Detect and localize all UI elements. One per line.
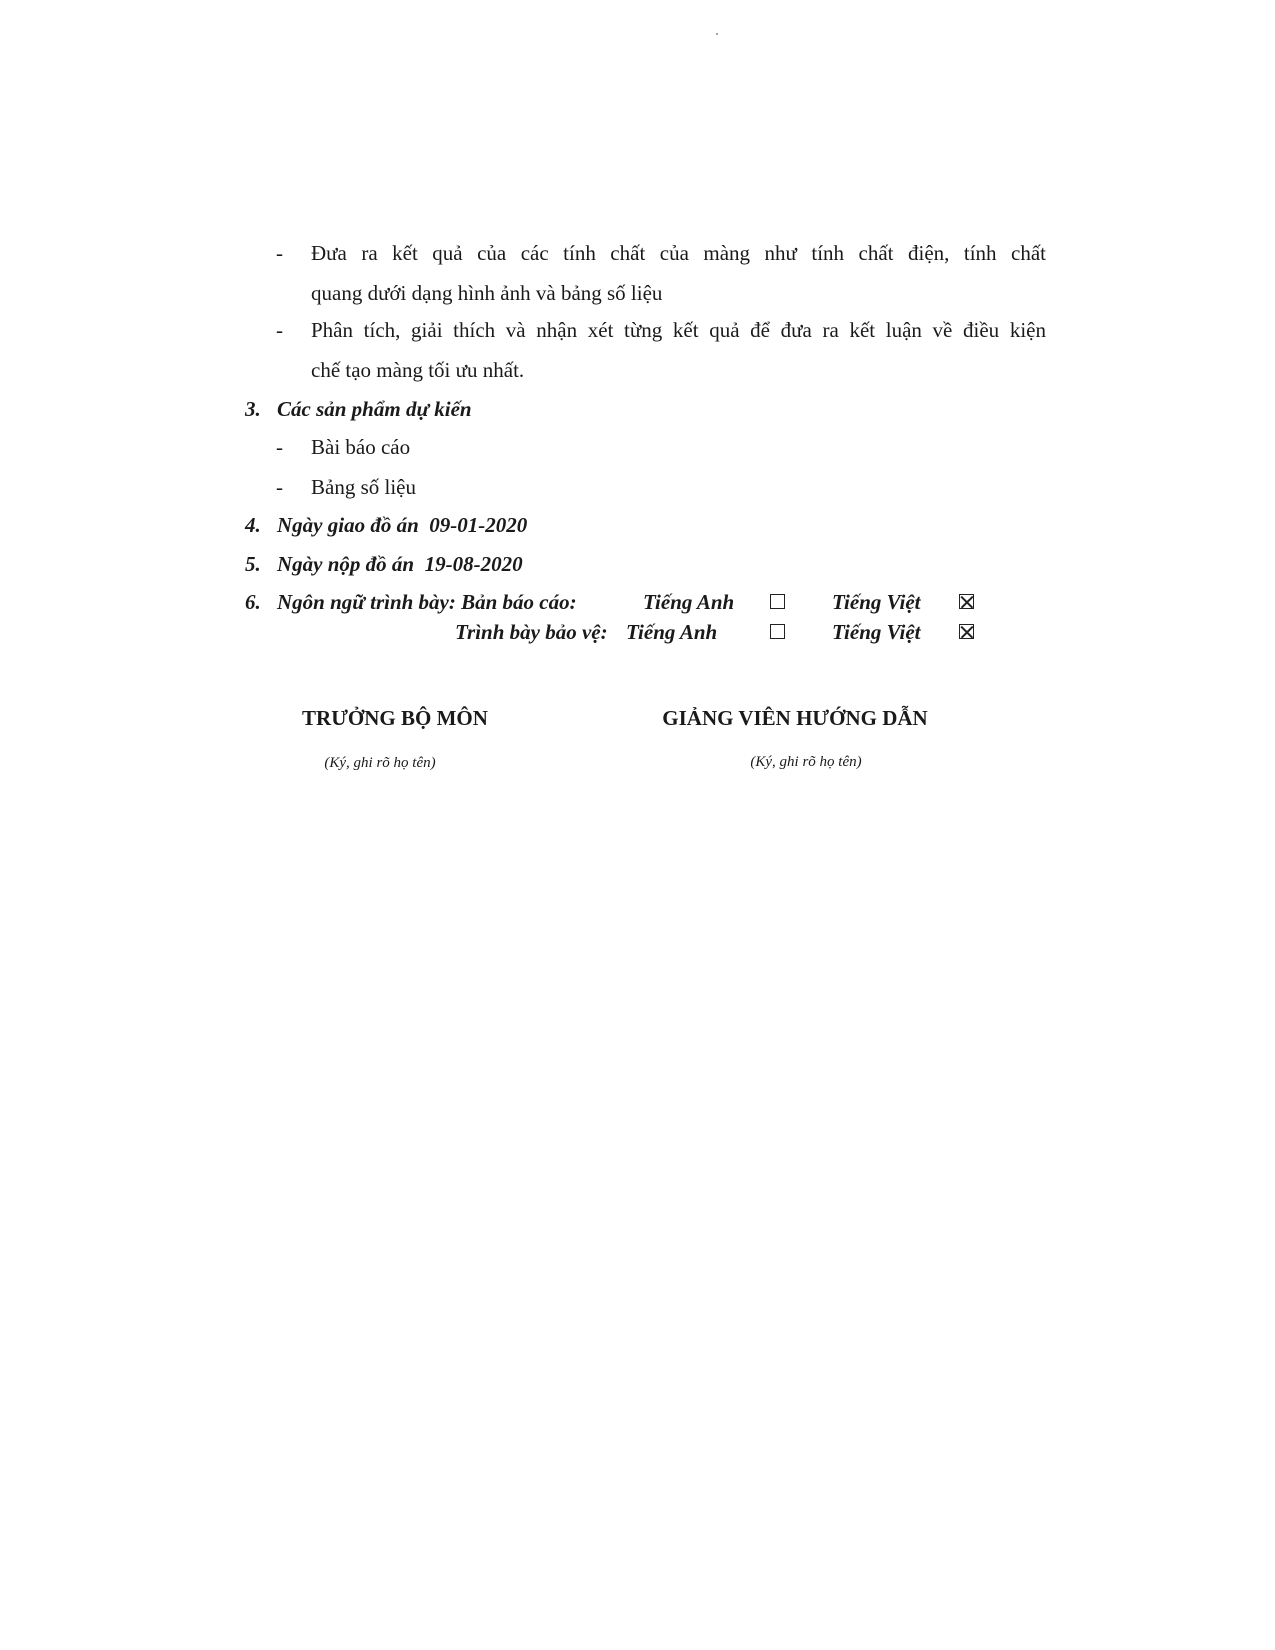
section-number: 3. <box>245 397 261 421</box>
defense-vietnamese-label: Tiếng Việt <box>832 620 921 644</box>
language-label: Ngôn ngữ trình bày: Bản báo cáo: <box>277 590 577 614</box>
section-number: 5. <box>245 552 261 576</box>
section-number: 4. <box>245 513 261 537</box>
report-english-label: Tiếng Anh <box>643 590 735 614</box>
assignment-date-text: Ngày giao đồ án 09-01-2020 <box>277 513 528 537</box>
bullet-line: Đưa ra kết quả của các tính chất của màng như tính chất điện, tính chất <box>311 241 1046 265</box>
product-item <box>276 467 1046 507</box>
bullet-item-analysis <box>276 310 1046 390</box>
defense-label: Trình bày bảo vệ: <box>455 620 608 644</box>
department-head-sign-note: (Ký, ghi rõ họ tên) <box>324 755 436 771</box>
submission-date-text: Ngày nộp đồ án 19-08-2020 <box>277 552 523 576</box>
bullet-line: quang dưới dạng hình ảnh và bảng số liệu <box>311 281 663 305</box>
section-title: Các sản phẩm dự kiến <box>277 397 472 421</box>
product-item <box>276 427 1046 467</box>
product-label: Bài báo cáo <box>311 435 411 459</box>
bullet-dash: - <box>276 318 283 342</box>
supervisor-title: GIẢNG VIÊN HƯỚNG DẪN <box>662 706 928 730</box>
report-vietnamese-checkbox[interactable] <box>959 594 974 609</box>
report-vietnamese-label: Tiếng Việt <box>832 590 921 614</box>
department-head-title: TRƯỞNG BỘ MÔN <box>302 706 488 730</box>
scan-speck <box>716 33 718 35</box>
bullet-text <box>311 310 1046 390</box>
bullet-dash: - <box>276 435 283 459</box>
section-5-submission-date <box>245 549 523 579</box>
section-3-heading <box>245 394 472 424</box>
defense-english-checkbox[interactable] <box>770 624 785 639</box>
bullet-line: Phân tích, giải thích và nhận xét từng kết quả để đưa ra kết luận về điều kiện <box>311 318 1046 342</box>
report-english-checkbox[interactable] <box>770 594 785 609</box>
section-6-language <box>245 587 577 617</box>
section-number: 6. <box>245 590 261 614</box>
defense-english-label: Tiếng Anh <box>626 620 718 644</box>
bullet-text <box>311 233 1046 313</box>
bullet-dash: - <box>276 241 283 265</box>
product-label: Bảng số liệu <box>311 475 416 499</box>
supervisor-sign-note: (Ký, ghi rõ họ tên) <box>750 754 862 770</box>
bullet-item-results <box>276 233 1046 313</box>
bullet-line: chế tạo màng tối ưu nhất. <box>311 358 525 382</box>
defense-vietnamese-checkbox[interactable] <box>959 624 974 639</box>
section-4-assignment-date <box>245 510 527 540</box>
bullet-dash: - <box>276 475 283 499</box>
